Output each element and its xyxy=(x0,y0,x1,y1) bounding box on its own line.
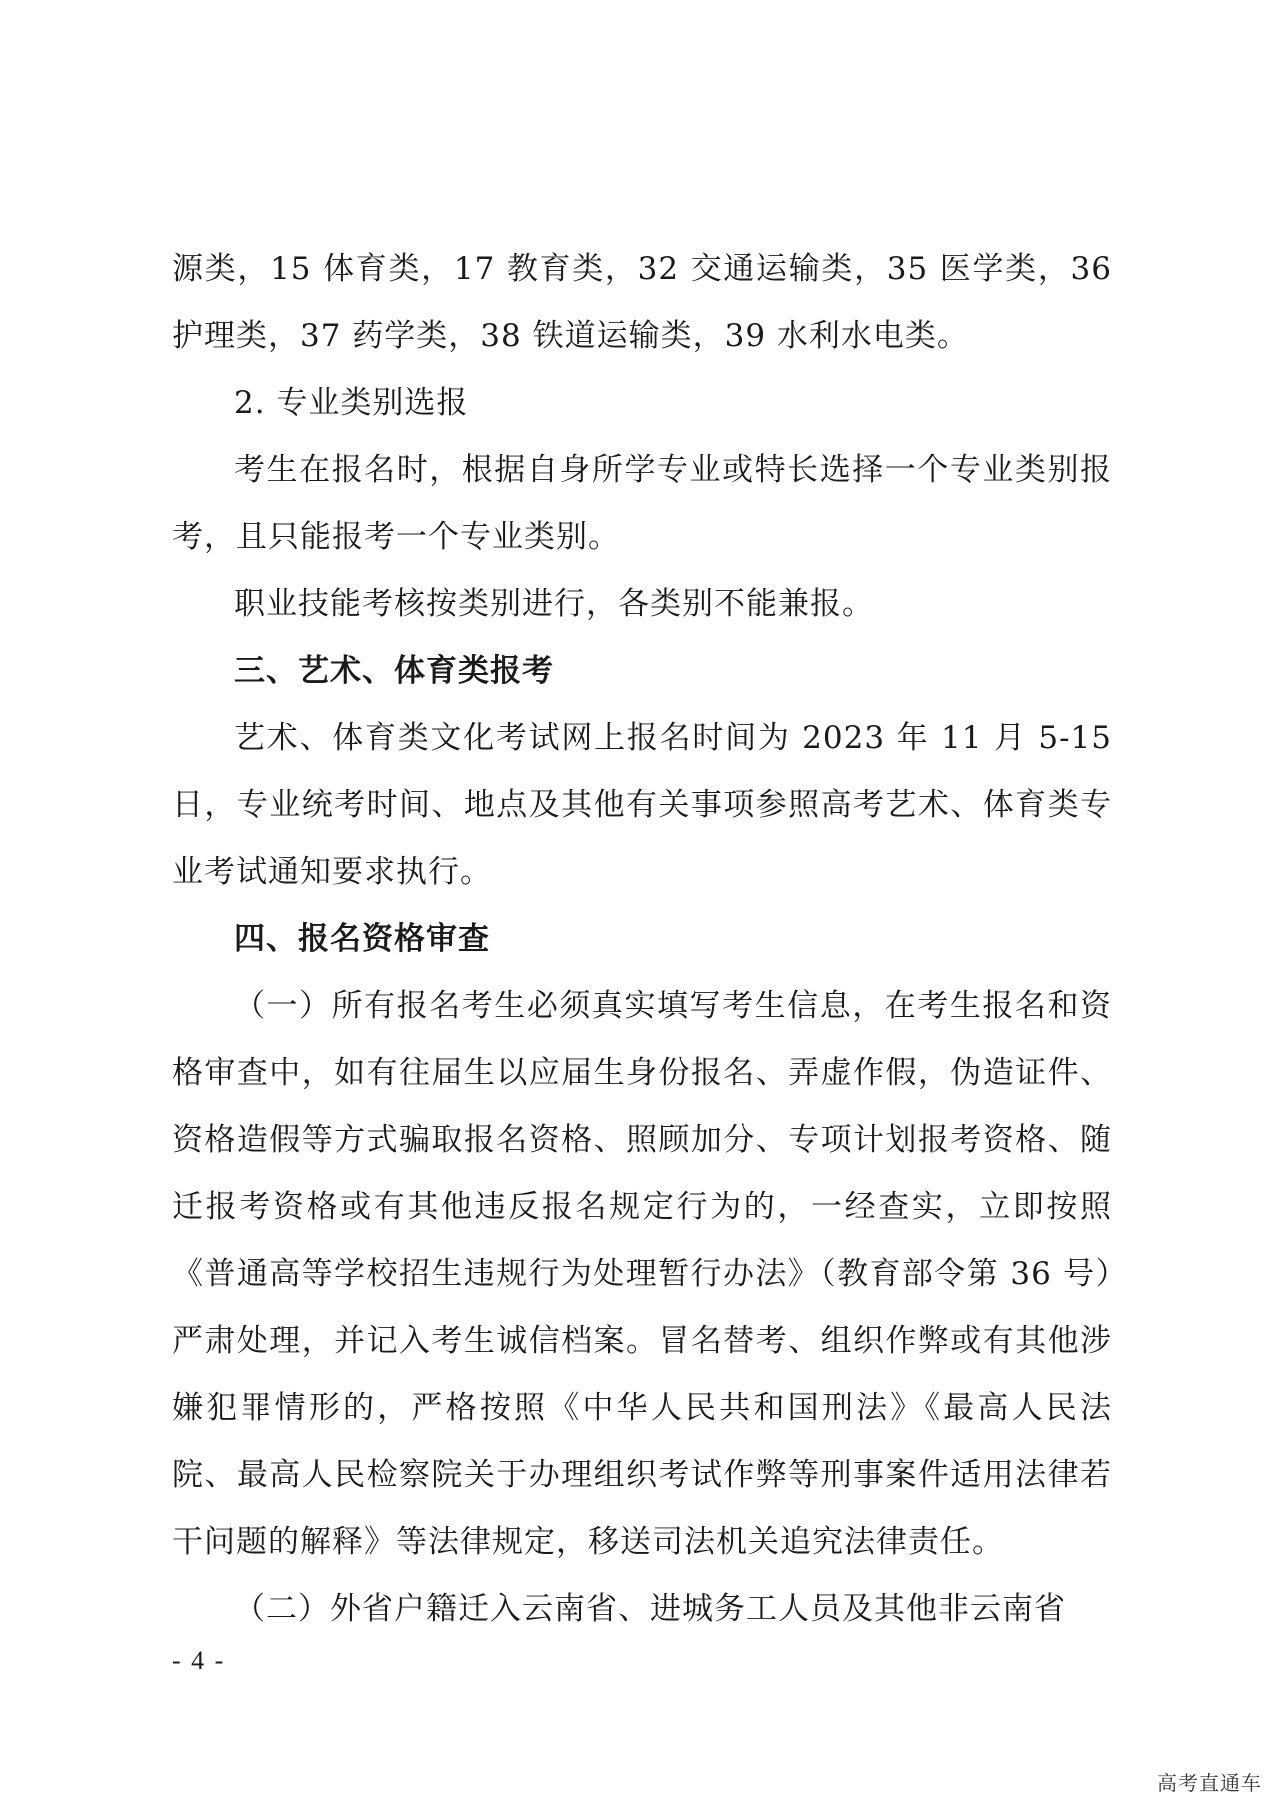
page-number: - 4 - xyxy=(172,1646,226,1675)
paragraph-eligibility-item-1: （一）所有报名考生必须真实填写考生信息，在考生报名和资格审查中，如有往届生以应届生身份报名、弄虚作假，伪造证件、资格造假等方式骗取报名资格、照顾加分、专项计划报考资格、随迁报考资格或有其他违反报名规定行为的，一经查实，立即按照《普通高等学校招生违规行为处理暂行办法》（教育部令第 36 号）严肃处理，并记入考生诚信档案。冒名替考、组织作弊或有其他涉嫌犯罪情形的，严格按照《中华人民共和国刑法》《最高人民法院、最高人民检察院关于办理组织考试作弊等刑事案件适用法律若干问题的解释》等法律规定，移送司法机关追究法律责任。 xyxy=(172,988,1112,1560)
paragraph-arts-sports-registration: 艺术、体育类文化考试网上报名时间为 2023 年 11 月 5-15 日，专业统考时间、地点及其他有关事项参照高考艺术、体育类专业考试通知要求执行。 xyxy=(172,720,1112,890)
paragraph-skills-assessment: 职业技能考核按类别进行，各类别不能兼报。 xyxy=(234,586,874,622)
paragraph-eligibility-item-2: （二）外省户籍迁入云南省、进城务工人员及其他非云南省 xyxy=(234,1591,1066,1627)
paragraph-subheading-category-selection: 2. 专业类别选报 xyxy=(234,385,469,421)
section-heading-eligibility-review: 四、报名资格审查 xyxy=(234,921,490,957)
paragraph-categories-continued: 源类，15 体育类，17 教育类，32 交通运输类，35 医学类，36 护理类，37 药学类，38 铁道运输类，39 水利水电类。 xyxy=(172,251,1112,354)
watermark-text: 高考直通车 xyxy=(1157,1771,1262,1795)
paragraph-category-selection-rule: 考生在报名时，根据自身所学专业或特长选择一个专业类别报考，且只能报考一个专业类别。 xyxy=(172,452,1112,555)
document-body xyxy=(172,236,1112,1643)
section-heading-arts-sports: 三、艺术、体育类报考 xyxy=(234,653,554,689)
